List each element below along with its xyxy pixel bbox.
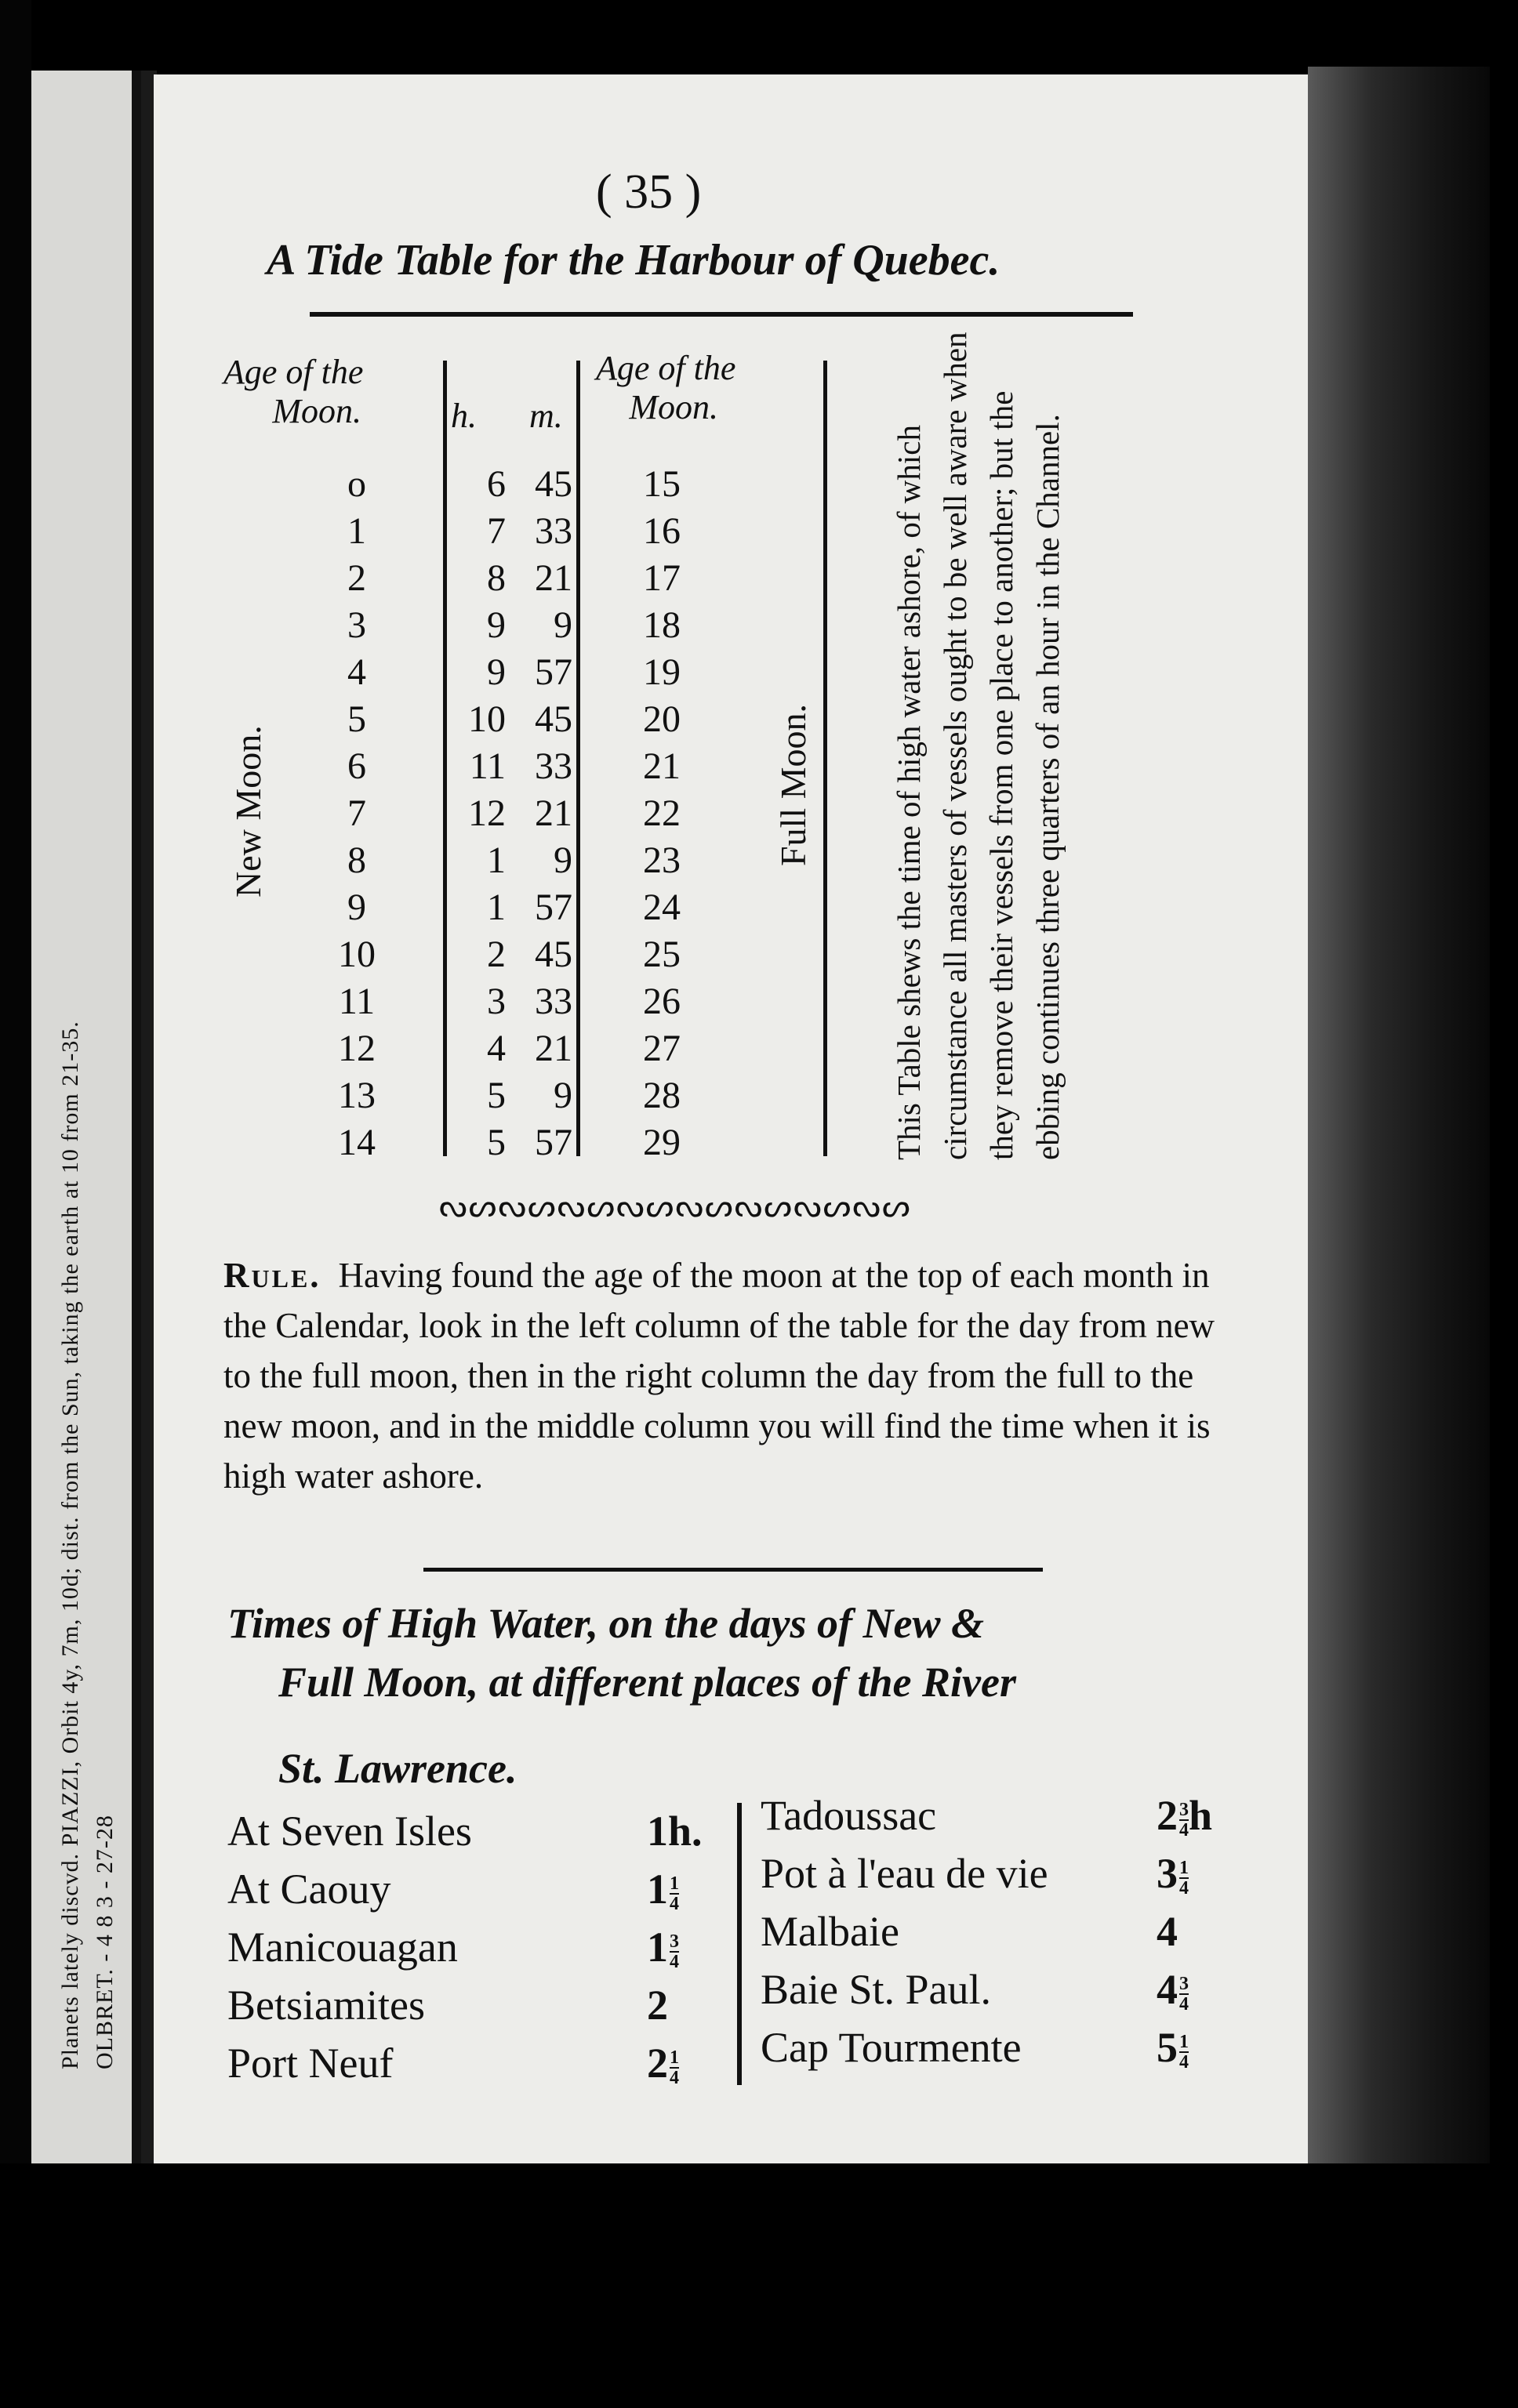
new-moon-label: New Moon. — [228, 725, 268, 898]
tide-cell-minutes: 57 — [535, 651, 572, 693]
time-fraction — [670, 1874, 679, 1913]
high-water-time — [1157, 1907, 1178, 1956]
tide-cell-minutes: 21 — [535, 792, 572, 834]
high-water-time — [1157, 2023, 1189, 2072]
tide-cell-age-right: 20 — [643, 698, 681, 740]
previous-page-line: OLBRET. - 4 8 3 - 27-28 — [92, 1815, 118, 2069]
times-title-line2: Full Moon, at different places of the River — [278, 1659, 1016, 1706]
tide-cell-age-left: 13 — [338, 1075, 376, 1116]
time-fraction — [670, 1932, 679, 1971]
tide-cell-hours: 4 — [487, 1028, 506, 1069]
tide-cell-age-right: 19 — [643, 651, 681, 693]
tide-cell-age-left: 3 — [347, 604, 366, 646]
high-water-time — [1157, 1965, 1189, 2014]
page-title: A Tide Table for the Harbour of Quebec. — [267, 236, 1000, 285]
left-age-header-line1: Age of the — [223, 353, 364, 391]
tide-cell-age-right: 16 — [643, 510, 681, 552]
tide-cell-hours: 5 — [487, 1075, 506, 1116]
tide-cell-age-right: 17 — [643, 557, 681, 599]
tide-cell-minutes: 57 — [535, 1122, 572, 1163]
tide-cell-hours: 6 — [487, 463, 506, 505]
tide-cell-minutes: 33 — [535, 510, 572, 552]
fraction-denominator: 4 — [670, 1893, 679, 1914]
tide-cell-age-left: 2 — [347, 557, 366, 599]
tide-cell-hours: 10 — [468, 698, 506, 740]
tide-cell-age-left: 10 — [338, 934, 376, 975]
previous-page-text — [53, 267, 122, 2069]
tide-cell-age-right: 29 — [643, 1122, 681, 1163]
previous-page-line: Planets lately discvd. PIAZZI, Orbit 4y, 7m, 10d; dist. from the Sun, taking the earth at 10 from 21-35. — [57, 1021, 83, 2069]
fraction-numerator: 1 — [1179, 1857, 1189, 1878]
tide-cell-age-left: 12 — [338, 1028, 376, 1069]
place-name: Tadoussac — [761, 1792, 937, 1839]
fraction-numerator: 1 — [670, 2047, 679, 2068]
high-water-time — [647, 1807, 703, 1855]
tide-cell-age-left: 11 — [338, 981, 376, 1022]
left-age-header-line2: Moon. — [272, 392, 362, 430]
time-whole: 2 — [647, 1982, 668, 2029]
time-whole: 1h. — [647, 1808, 703, 1855]
place-name: Malbaie — [761, 1908, 899, 1955]
right-age-header — [596, 349, 735, 427]
tide-cell-age-right: 25 — [643, 934, 681, 975]
tide-cell-age-right: 18 — [643, 604, 681, 646]
rule-label: Rule. — [223, 1256, 321, 1295]
tide-cell-hours: 2 — [487, 934, 506, 975]
place-name: Port Neuf — [227, 2040, 394, 2087]
tide-cell-age-right: 22 — [643, 792, 681, 834]
hours-header: h. — [451, 397, 477, 435]
high-water-time — [647, 1981, 668, 2029]
tide-cell-hours: 1 — [487, 840, 506, 881]
fraction-denominator: 4 — [670, 2067, 679, 2088]
fraction-numerator: 3 — [1179, 1973, 1189, 1994]
tide-cell-age-right: 26 — [643, 981, 681, 1022]
place-name: Betsiamites — [227, 1982, 425, 2029]
tide-cell-minutes: 33 — [535, 745, 572, 787]
time-whole: 4 — [1157, 1908, 1178, 1955]
table-rule-left — [443, 361, 447, 1156]
tide-cell-minutes: 33 — [535, 981, 572, 1022]
tide-cell-age-right: 23 — [643, 840, 681, 881]
tide-cell-age-left: 5 — [347, 698, 366, 740]
time-whole: 1 — [647, 1866, 668, 1913]
tide-cell-hours: 12 — [468, 792, 506, 834]
tide-cell-age-left: 8 — [347, 840, 366, 881]
tide-cell-minutes: 9 — [554, 604, 572, 646]
tide-cell-age-right: 15 — [643, 463, 681, 505]
tide-cell-hours: 1 — [487, 887, 506, 928]
fraction-numerator: 3 — [1179, 1799, 1189, 1820]
time-unit: h — [1189, 1792, 1213, 1839]
time-fraction — [1179, 1801, 1189, 1840]
table-rule-middle — [576, 361, 580, 1156]
time-whole: 2 — [1157, 1792, 1178, 1839]
high-water-time — [1157, 1791, 1212, 1840]
right-age-header-line2: Moon. — [629, 388, 719, 426]
tide-cell-hours: 3 — [487, 981, 506, 1022]
rule-text: Having found the age of the moon at the top of each month in the Calendar, look in the left column of the table for the day from new to the full moon, then in the right column the day from the full to the new moon, and in the middle column you will find the time when it is high water ashore. — [223, 1256, 1215, 1496]
fraction-numerator: 1 — [670, 1873, 679, 1894]
tide-cell-hours: 11 — [469, 745, 506, 787]
fraction-denominator: 4 — [1179, 1819, 1189, 1840]
right-age-header-line1: Age of the — [596, 349, 736, 387]
tide-cell-hours: 5 — [487, 1122, 506, 1163]
left-scan-border — [0, 0, 31, 2408]
tide-cell-age-left: 14 — [338, 1122, 376, 1163]
tide-cell-age-right: 27 — [643, 1028, 681, 1069]
times-title-line1: Times of High Water, on the days of New & — [227, 1600, 985, 1647]
table-rule-right — [823, 361, 827, 1156]
tide-cell-minutes: 57 — [535, 887, 572, 928]
tide-cell-age-right: 28 — [643, 1075, 681, 1116]
tide-cell-hours: 9 — [487, 651, 506, 693]
ornamental-divider: ᔓᔕᔓᔕᔓᔕᔓᔕᔓᔕᔓᔕᔓᔕᔓᔕ — [439, 1188, 912, 1224]
tide-cell-minutes: 21 — [535, 1028, 572, 1069]
tide-cell-age-left: 1 — [347, 510, 366, 552]
rule-paragraph — [223, 1250, 1235, 1501]
fraction-denominator: 4 — [1179, 1993, 1189, 2015]
tide-cell-age-left: 6 — [347, 745, 366, 787]
time-fraction — [670, 2048, 679, 2087]
place-name: Manicouagan — [227, 1924, 458, 1971]
time-whole: 5 — [1157, 2024, 1178, 2071]
time-fraction — [1179, 1975, 1189, 2014]
bottom-scan-border — [0, 2163, 1518, 2408]
tide-cell-minutes: 9 — [554, 840, 572, 881]
left-age-header — [223, 353, 363, 431]
time-fraction — [1179, 2033, 1189, 2072]
place-name: Cap Tourmente — [761, 2024, 1022, 2071]
place-name: At Caouy — [227, 1866, 391, 1913]
tide-cell-minutes: 45 — [535, 934, 572, 975]
tide-cell-age-left: o — [347, 463, 366, 505]
fraction-denominator: 4 — [1179, 2051, 1189, 2073]
tide-cell-age-left: 7 — [347, 792, 366, 834]
tide-cell-minutes: 21 — [535, 557, 572, 599]
tide-cell-hours: 8 — [487, 557, 506, 599]
section-rule — [423, 1568, 1043, 1572]
tide-table-note: This Table shews the time of high water ashore, of which circumstance all masters of vessels ought to be well aware when they remove their vessels from one place to another; but the ebbing continues three quarters of an hour in the Channel. — [891, 332, 1066, 1160]
high-water-time — [647, 1865, 679, 1913]
time-whole: 3 — [1157, 1850, 1178, 1897]
page-number: ( 35 ) — [596, 165, 702, 219]
times-title-line3: St. Lawrence. — [278, 1745, 518, 1792]
fraction-numerator: 1 — [1179, 2031, 1189, 2052]
place-name: Pot à l'eau de vie — [761, 1850, 1048, 1897]
tide-cell-minutes: 45 — [535, 463, 572, 505]
fraction-denominator: 4 — [670, 1951, 679, 1972]
minutes-header: m. — [529, 397, 563, 435]
book-page-edges — [1308, 67, 1490, 2167]
fraction-denominator: 4 — [1179, 1877, 1189, 1898]
time-whole: 1 — [647, 1924, 668, 1971]
places-divider — [737, 1803, 742, 2085]
time-whole: 2 — [647, 2040, 668, 2087]
tide-cell-age-right: 21 — [643, 745, 681, 787]
fraction-numerator: 3 — [670, 1931, 679, 1952]
tide-cell-age-left: 9 — [347, 887, 366, 928]
high-water-time — [647, 1923, 679, 1971]
tide-cell-minutes: 9 — [554, 1075, 572, 1116]
full-moon-label: Full Moon. — [773, 703, 813, 866]
tide-cell-age-right: 24 — [643, 887, 681, 928]
time-whole: 4 — [1157, 1966, 1178, 2013]
tide-cell-age-left: 4 — [347, 651, 366, 693]
tide-cell-minutes: 45 — [535, 698, 572, 740]
tide-cell-hours: 7 — [487, 510, 506, 552]
high-water-time — [647, 2039, 679, 2087]
tide-cell-hours: 9 — [487, 604, 506, 646]
place-name: Baie St. Paul. — [761, 1966, 991, 2013]
high-water-time — [1157, 1849, 1189, 1898]
place-name: At Seven Isles — [227, 1808, 472, 1855]
time-fraction — [1179, 1859, 1189, 1898]
